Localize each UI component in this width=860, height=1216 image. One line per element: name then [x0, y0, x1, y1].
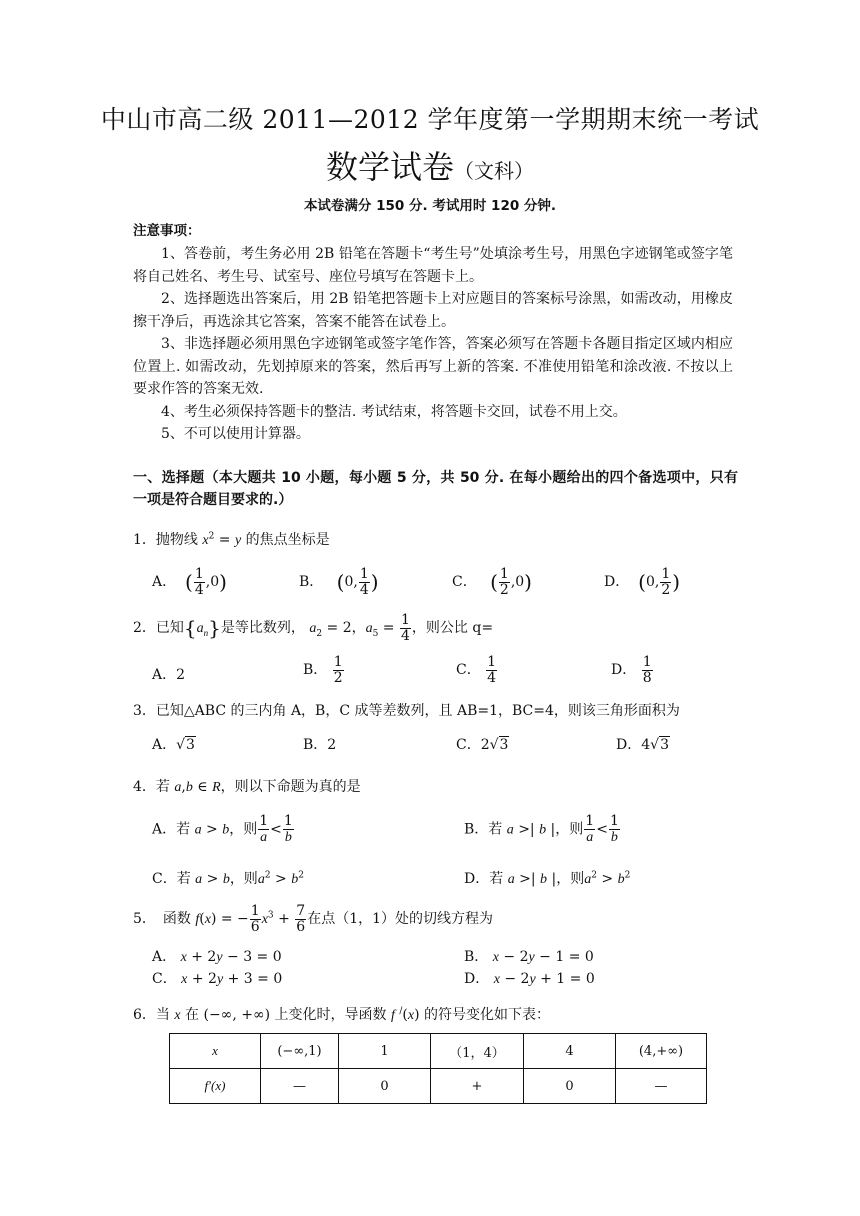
sign-table-cell: 1 [339, 1034, 431, 1069]
question-5: 5． 函数 f(x) = − $\frac{1}{6}$ $x^3$ + $\frac{7}{6}$ 在点（1，1）处的切线方程为 [133, 903, 494, 935]
sign-table-cell: — [616, 1069, 707, 1104]
q3-option-a: A．√3 [152, 737, 195, 753]
q4-option-b: B．若 a >| b |，则 $\frac{1}{a}$ < $\frac{1}{b}$ [464, 813, 619, 845]
question-1: 1．抛物线 $x^2 = y$ 的焦点坐标是 [133, 531, 330, 548]
note-item: 3、非选择题必须用黑色字迹钢笔或签字笔作答，答案必须写在答题卡各题目指定区域内相应位置上. 如需改动，先划掉原来的答案，然后再写上新的答案. 不准使用铅笔和涂改液. 不按以上要求作答的答案无效. [133, 336, 733, 397]
sign-table-cell: 0 [524, 1069, 616, 1104]
sign-table-header-row [170, 1034, 707, 1069]
note-item: 1、答卷前，考生务必用 2B 铅笔在答题卡“考生号”处填涂考生号，用黑色字迹钢笔或签字笔将自己姓名、考生号、试室号、座位号填写在答题卡上。 [133, 246, 733, 285]
exam-title-track: （文科） [454, 159, 534, 183]
q3-option-d: D．4√3 [616, 737, 669, 753]
question-2: 2．已知$\{a_n\}$是等比数列， $a_2 = 2$，$a_5$ = $\frac{1}{4}$ ，则公比 q= [133, 612, 494, 644]
q1-option-a: A． ( $\frac{1}{4}$ ,0) [152, 566, 227, 598]
exam-title-subject: 数学试卷 [325, 148, 454, 186]
section1-heading: 一、选择题（本大题共 10 小题，每小题 5 分，共 50 分. 在每小题给出的四个备选项中，只有一项是符合题目要求的.） [133, 470, 738, 508]
question-3: 3．已知△ABC 的三内角 A，B，C 成等差数列，且 AB=1，BC=4，则该三角形面积为 [133, 703, 680, 719]
q5-option-a: A． x + 2y − 3 = 0 [152, 949, 282, 965]
exam-title-line1: 中山市高二级 2011—2012 学年度第一学期期末统一考试 [100, 105, 760, 134]
q1-prefix: 1．抛物线 [133, 532, 203, 548]
q1-option-d: D． (0, $\frac{1}{2}$ ) [604, 566, 681, 598]
sign-table-cell: f′(x) [170, 1069, 261, 1104]
sign-table [169, 1033, 707, 1104]
sign-table-row [170, 1069, 707, 1104]
q4-option-c: C．若 a > b，则$a^2 > b^2$ [152, 870, 304, 887]
q5-option-b: B． x − 2y − 1 = 0 [464, 949, 594, 965]
q3-option-c: C．2√3 [456, 737, 509, 753]
q4-option-d: D．若 a >| b |，则$a^2 > b^2$ [464, 870, 631, 887]
q1-suffix: 的焦点坐标是 [241, 532, 330, 548]
question-4: 4．若 a,b ∈ R，则以下命题为真的是 [133, 779, 361, 795]
note-item: 2、选择题选出答案后，用 2B 铅笔把答题卡上对应题目的答案标号涂黑，如需改动，用橡皮擦干净后，再选涂其它答案，答案不能答在试卷上。 [133, 291, 733, 330]
q3-option-b: B．2 [303, 737, 337, 753]
sign-table-cell: （1，4） [431, 1034, 524, 1069]
q5-option-c: C． x + 2y + 3 = 0 [152, 971, 283, 987]
exam-info: 本试卷满分 150 分. 考试用时 120 分钟. [303, 198, 557, 214]
sign-table-cell: 0 [339, 1069, 431, 1104]
notes-list [133, 243, 733, 446]
q5-option-d: D． x − 2y + 1 = 0 [464, 971, 595, 987]
exam-title-main [0, 142, 860, 188]
q2-option-c: C． $\frac{1}{4}$ [456, 654, 497, 686]
q2-option-a: A．2 [152, 667, 186, 683]
sign-table-cell: x [170, 1034, 261, 1069]
q4-option-a: A．若 a > b，则 $\frac{1}{a}$ < $\frac{1}{b}$ [152, 813, 293, 845]
sign-table-cell: 4 [524, 1034, 616, 1069]
note-item: 4、考生必须保持答题卡的整洁. 考试结束，将答题卡交回，试卷不用上交。 [161, 403, 627, 420]
note-item: 5、不可以使用计算器。 [161, 426, 310, 442]
sign-table-cell: (4,+∞) [616, 1034, 707, 1069]
sign-table-cell: + [431, 1069, 524, 1104]
sign-table-cell: — [261, 1069, 339, 1104]
notes-heading: 注意事项： [133, 223, 201, 239]
q2-option-b: B． $\frac{1}{2}$ [303, 654, 343, 686]
q1-option-b: B． (0, $\frac{1}{4}$ ) [299, 566, 379, 598]
question-6: 6．当 x 在 (−∞, +∞) 上变化时，导函数 f /(x) 的符号变化如下表： [133, 1006, 550, 1023]
q1-option-c: C． ( $\frac{1}{2}$ ,0) [452, 566, 532, 598]
q2-option-d: D． $\frac{1}{8}$ [611, 654, 652, 686]
sign-table-cell: (−∞,1) [261, 1034, 339, 1069]
